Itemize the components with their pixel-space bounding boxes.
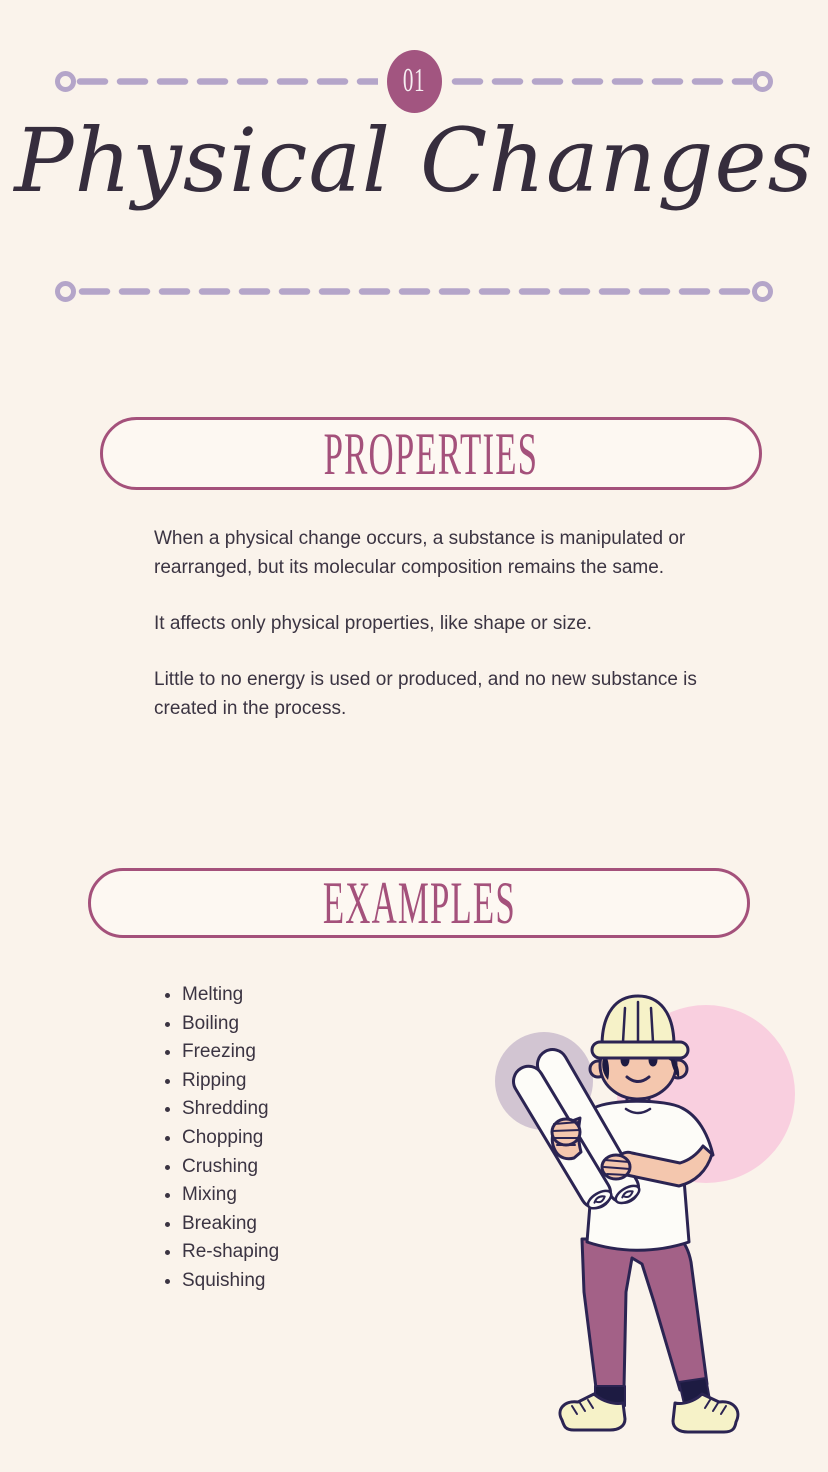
list-item: • Freezing <box>182 1038 279 1067</box>
chapter-number: 01 <box>402 62 426 99</box>
properties-heading-box <box>100 417 762 490</box>
list-item: • Ripping <box>182 1067 279 1096</box>
list-item: • Breaking <box>182 1210 279 1239</box>
dashed-line <box>451 78 753 85</box>
list-item: • Boiling <box>182 1010 279 1039</box>
divider-ring-icon <box>752 281 773 302</box>
examples-heading-box <box>88 868 750 938</box>
hard-hat-brim <box>592 1042 688 1058</box>
dashed-line <box>76 78 378 85</box>
dashed-line <box>76 288 752 295</box>
properties-paragraphs <box>154 524 699 750</box>
pants <box>582 1239 707 1390</box>
examples-heading: EXAMPLES <box>322 870 516 936</box>
bottom-divider <box>55 281 773 301</box>
list-item: • Squishing <box>182 1267 279 1296</box>
properties-paragraph: Little to no energy is used or produced, and no new substance is created in the process. <box>154 669 697 719</box>
page-title: Physical Changes <box>14 109 814 212</box>
divider-ring-icon <box>752 71 773 92</box>
properties-paragraph: It affects only physical properties, like shape or size. <box>154 613 592 634</box>
list-item: • Mixing <box>182 1181 279 1210</box>
examples-list <box>158 981 279 1296</box>
list-item: • Shredding <box>182 1095 279 1124</box>
divider-ring-icon <box>55 71 76 92</box>
top-divider <box>55 50 773 112</box>
properties-heading: PROPERTIES <box>323 420 539 487</box>
properties-paragraph: When a physical change occurs, a substance is manipulated or rearranged, but its molecular composition remains the same. <box>154 528 686 578</box>
list-item: • Re-shaping <box>182 1238 279 1267</box>
list-item: • Crushing <box>182 1153 279 1182</box>
list-item: • Chopping <box>182 1124 279 1153</box>
worker-illustration <box>486 962 828 1472</box>
list-item: • Melting <box>182 981 279 1010</box>
divider-ring-icon <box>55 281 76 302</box>
